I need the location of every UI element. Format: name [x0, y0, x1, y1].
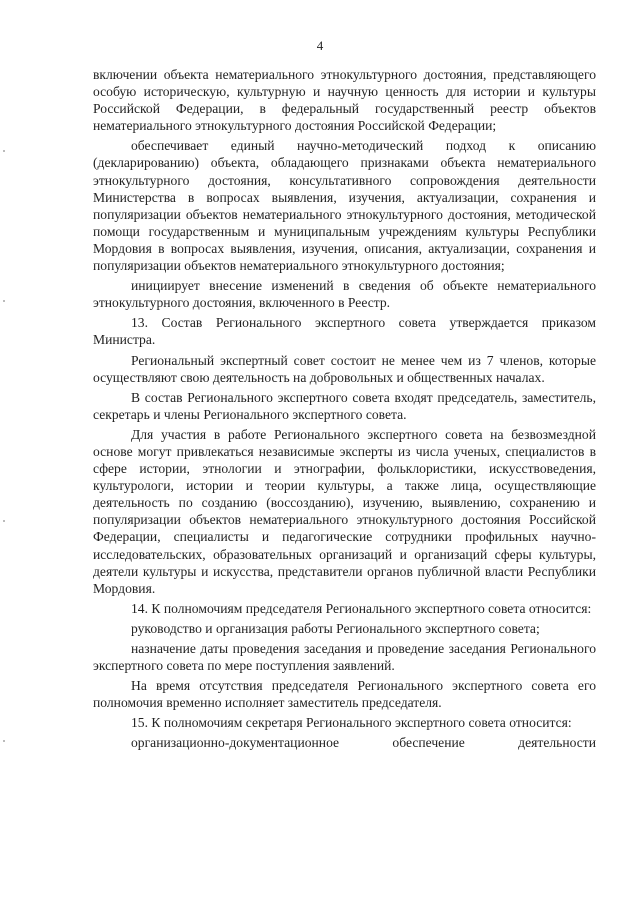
- paragraph-independent-experts: Для участия в работе Регионального экспертного совета на безвозмездной основе могут привлекаться независимые эксперты из числа ученых, специалистов в сфере истории, этнологии и этнографии, фольклористики, искусствоведения, культурологи, истории и теории культуры, а также лица, осуществляющие деятельность по созданию (воссозданию), изучению, выявлению, сохранению и популяризации объектов нематериального этнокультурного достояния Российской Федерации, специалисты и педагогические сотрудники профильных научно-исследовательских, образовательных организаций и организаций сферы культуры, деятели культуры и искусства, представители органов публичной власти Республики Мордовия.: [93, 426, 596, 596]
- paragraph-item-14: 14. К полномочиям председателя Регионального экспертного совета относится:: [131, 600, 592, 616]
- document-body: [93, 66, 596, 755]
- paragraph-chair-meetings: назначение даты проведения заседания и проведение заседания Регионального экспертного совета по мере поступления заявлений.: [93, 641, 596, 674]
- paragraph-item-13: 13. Состав Регионального экспертного совета утверждается приказом Министра.: [93, 315, 596, 348]
- paragraph-chair-leadership: руководство и организация работы Регионального экспертного совета;: [131, 620, 540, 636]
- paragraph-council-size: Региональный экспертный совет состоит не менее чем из 7 членов, которые осуществляют свою деятельность на добровольных и общественных началах.: [93, 352, 596, 385]
- paragraph-chair-absence: На время отсутствия председателя Регионального экспертного совета его полномочия временно исполняет заместитель председателя.: [93, 678, 596, 711]
- page-number: 4: [316, 38, 324, 53]
- binding-mark: [3, 300, 5, 302]
- paragraph-initiates-changes: инициирует внесение изменений в сведения об объекте нематериального этнокультурного достояния, включенного в Реестр.: [93, 278, 596, 311]
- paragraph-item-15: 15. К полномочиям секретаря Регионального экспертного совета относится:: [131, 715, 572, 731]
- binding-mark: [3, 520, 5, 522]
- binding-mark: [3, 150, 5, 152]
- binding-mark: [3, 740, 5, 742]
- paragraph-secretary-duties: организационно-документационное обеспечение деятельности: [131, 735, 596, 751]
- paragraph-council-composition: В состав Регионального экспертного совета входят председатель, заместитель, секретарь и члены Регионального экспертного совета.: [93, 389, 596, 422]
- paragraph-inclusion-continuation: включении объекта нематериального этнокультурного достояния, представляющего особую историческую, культурную и научную ценность для истории и культуры Российской Федерации, в федеральный государственный реестр объектов нематериального этнокультурного достояния Российской Федерации;: [93, 67, 596, 134]
- paragraph-method-support: обеспечивает единый научно-методический подход к описанию (декларированию) объекта, обладающего признаками объекта нематериального этнокультурного достояния, консультативного сопровождения деятельности Министерства в вопросах выявления, изучения, актуализации, сохранения и популяризации объектов нематериального этнокультурного достояния, методической помощи государственным и муниципальным учреждениям культуры Республики Мордовия в вопросах выявления, изучения, описания, актуализации, сохранения и популяризации объектов нематериального этнокультурного достояния;: [93, 138, 596, 274]
